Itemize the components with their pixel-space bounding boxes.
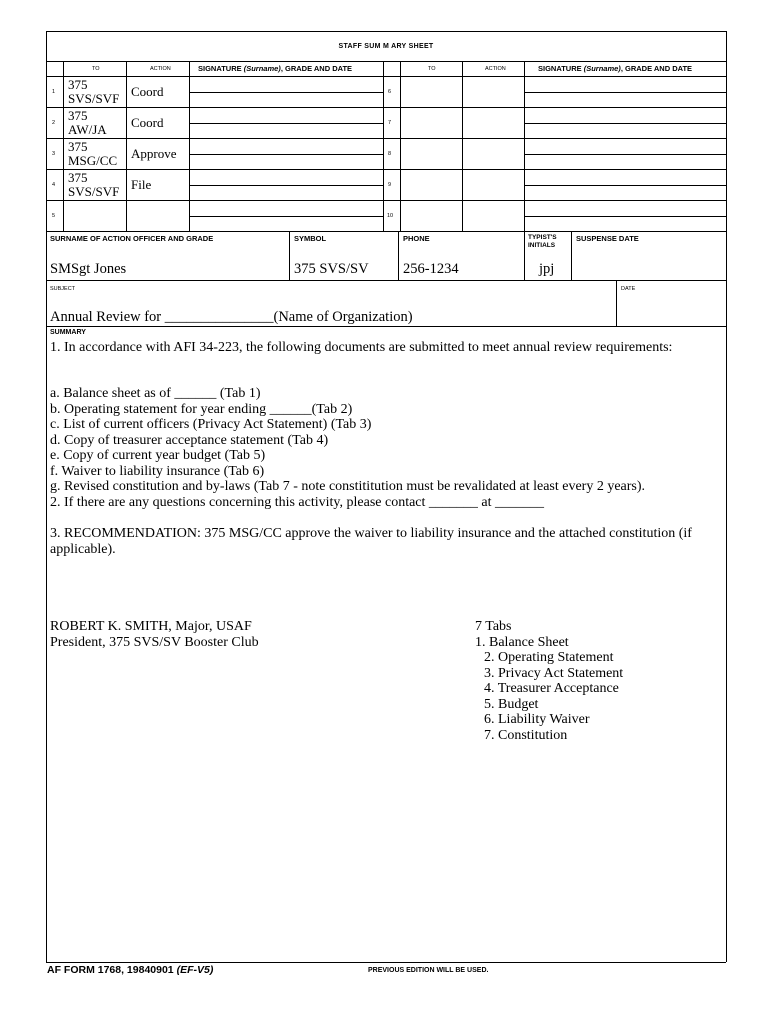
- signer-name: ROBERT K. SMITH, Major, USAF: [50, 619, 252, 634]
- edition-note: PREVIOUS EDITION WILL BE USED.: [368, 967, 489, 974]
- signature-line[interactable]: [524, 216, 726, 217]
- row-number: 3: [52, 151, 56, 157]
- grid-line: [383, 61, 384, 231]
- surname-label: SURNAME OF ACTION OFFICER AND GRADE: [50, 234, 214, 243]
- grid-line: [524, 61, 525, 231]
- summary-label: SUMMARY: [50, 329, 86, 336]
- row-action: Coord: [131, 84, 164, 99]
- tab-item: 4. Treasurer Acceptance: [484, 681, 619, 696]
- list-item: c. List of current officers (Privacy Act Statement) (Tab 3): [50, 417, 372, 432]
- grid-line: [189, 61, 190, 231]
- symbol-label: SYMBOL: [294, 234, 327, 243]
- typist-value[interactable]: jpj: [539, 261, 555, 277]
- tab-item: 6. Liability Waiver: [484, 712, 590, 727]
- header-bottom-rule: [46, 76, 726, 77]
- grid-line: [126, 61, 127, 231]
- row-to: 375 SVS/SVF: [68, 77, 120, 106]
- phone-value[interactable]: 256-1234: [403, 261, 459, 277]
- grid-line: [46, 280, 726, 281]
- header-to-left: TO: [92, 66, 100, 72]
- row-number: 7: [388, 120, 392, 126]
- grid-line: [616, 280, 617, 326]
- grid-line: [46, 169, 726, 170]
- list-item: a. Balance sheet as of ______ (Tab 1): [50, 386, 261, 401]
- signature-line[interactable]: [524, 123, 726, 124]
- signature-line[interactable]: [189, 92, 383, 93]
- signer-title: President, 375 SVS/SV Booster Club: [50, 635, 259, 650]
- row-number: 1: [52, 89, 56, 95]
- tab-item: 1. Balance Sheet: [475, 635, 569, 650]
- list-item: e. Copy of current year budget (Tab 5): [50, 448, 266, 463]
- form-top-border: [46, 31, 726, 32]
- tabs-title: 7 Tabs: [475, 619, 512, 634]
- grid-line: [524, 231, 525, 280]
- header-signature-right: SIGNATURE (Surname), GRADE AND DATE: [538, 64, 693, 73]
- form-bottom-border: [46, 962, 726, 963]
- header-top-rule: [46, 61, 726, 62]
- grid-line: [400, 61, 401, 231]
- row-action: Approve: [131, 146, 177, 161]
- header-to-right: TO: [428, 66, 436, 72]
- row-action: Coord: [131, 115, 164, 130]
- grid-line: [398, 231, 399, 280]
- list-item: b. Operating statement for year ending ______(Tab 2): [50, 401, 353, 417]
- form-title: STAFF SUM M ARY SHEET: [338, 43, 434, 50]
- row-to: 375 SVS/SVF: [68, 170, 120, 199]
- grid-line: [571, 231, 572, 280]
- row-number: 8: [388, 151, 392, 157]
- signature-line[interactable]: [189, 123, 383, 124]
- row-to: 375 MSG/CC: [68, 139, 118, 168]
- row-number: 10: [387, 213, 394, 219]
- summary-paragraph-1: 1. In accordance with AFI 34-223, the following documents are submitted to meet annual review requirements:: [50, 340, 673, 355]
- list-item: 2. If there are any questions concerning this activity, please contact _______ at _______: [50, 494, 544, 510]
- summary-recommendation: 3. RECOMMENDATION: 375 MSG/CC approve the waiver to liability insurance and the attached constitution (if applicable).: [50, 526, 692, 557]
- grid-line: [46, 231, 726, 232]
- grid-line: [46, 326, 726, 327]
- surname-value[interactable]: SMSgt Jones: [50, 261, 127, 277]
- list-item: d. Copy of treasurer acceptance statement (Tab 4): [50, 432, 329, 448]
- signature-line[interactable]: [189, 216, 383, 217]
- header-action-left: ACTION: [150, 66, 171, 72]
- row-action: File: [131, 177, 152, 192]
- form-number: AF FORM 1768, 19840901 (EF-V5): [47, 964, 214, 976]
- row-number: 9: [388, 182, 392, 188]
- grid-line: [46, 200, 726, 201]
- signature-line[interactable]: [189, 185, 383, 186]
- form-left-border: [46, 31, 47, 962]
- grid-line: [46, 138, 726, 139]
- phone-label: PHONE: [403, 234, 430, 243]
- row-number: 2: [52, 120, 56, 126]
- subject-value[interactable]: Annual Review for _______________(Name of Organization): [50, 309, 413, 325]
- subject-label: SUBJECT: [50, 286, 76, 292]
- grid-line: [63, 61, 64, 231]
- row-number: 5: [52, 213, 56, 219]
- tab-item: 7. Constitution: [484, 728, 568, 743]
- row-number: 6: [388, 89, 392, 95]
- form-right-border: [726, 31, 727, 962]
- tab-item: 3. Privacy Act Statement: [484, 666, 624, 681]
- grid-line: [462, 61, 463, 231]
- signature-line[interactable]: [524, 154, 726, 155]
- header-action-right: ACTION: [485, 66, 506, 72]
- tab-item: 5. Budget: [484, 697, 539, 712]
- signature-line[interactable]: [524, 92, 726, 93]
- list-item: g. Revised constitution and by-laws (Tab 7 - note constititution must be revalidated at least every 2 years).: [50, 479, 646, 494]
- list-item: f. Waiver to liability insurance (Tab 6): [50, 463, 265, 479]
- signature-line[interactable]: [524, 185, 726, 186]
- suspense-label: SUSPENSE DATE: [576, 234, 639, 243]
- signature-line[interactable]: [189, 154, 383, 155]
- row-to: 375 AW/JA: [68, 108, 107, 137]
- typist-label: TYPIST'S INITIALS: [528, 234, 557, 249]
- header-signature-left: SIGNATURE (Surname), GRADE AND DATE: [198, 64, 353, 73]
- tab-item: 2. Operating Statement: [484, 650, 614, 665]
- date-label: DATE: [621, 286, 636, 292]
- grid-line: [46, 107, 726, 108]
- summary-item-list: [50, 386, 725, 510]
- row-number: 4: [52, 182, 56, 188]
- grid-line: [289, 231, 290, 280]
- symbol-value[interactable]: 375 SVS/SV: [294, 261, 369, 277]
